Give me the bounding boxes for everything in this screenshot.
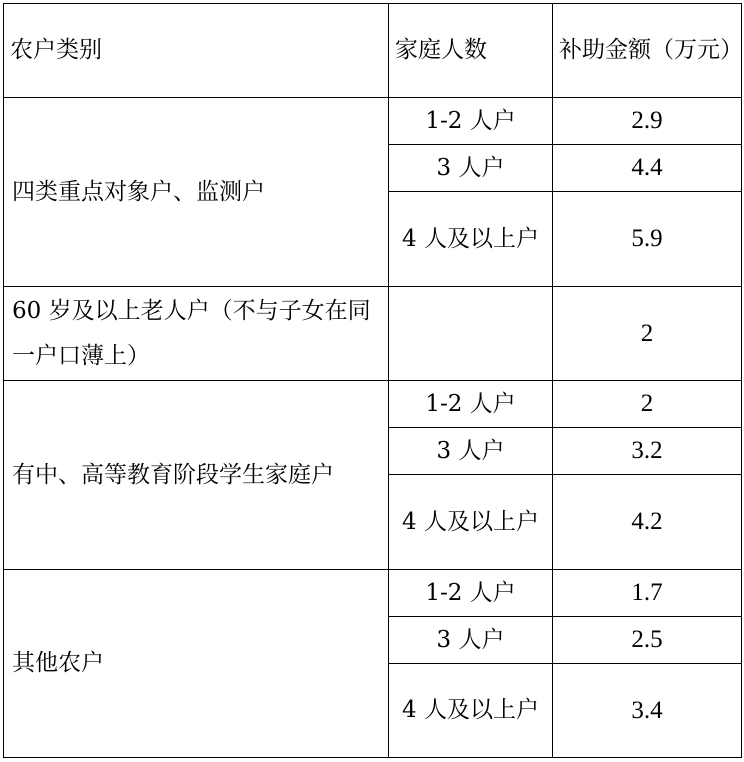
amount-cell: 2 bbox=[553, 287, 742, 381]
amount-cell: 1.7 bbox=[553, 570, 742, 617]
table-row bbox=[4, 98, 742, 145]
amount-cell: 2.5 bbox=[553, 617, 742, 664]
household-size-cell: 3 人户 bbox=[389, 428, 553, 475]
household-size-cell: 1-2 人户 bbox=[389, 570, 553, 617]
amount-cell: 3.4 bbox=[553, 664, 742, 758]
category-cell: 四类重点对象户、监测户 bbox=[4, 98, 389, 287]
category-cell: 有中、高等教育阶段学生家庭户 bbox=[4, 381, 389, 570]
header-row bbox=[4, 4, 742, 98]
table-row bbox=[4, 381, 742, 428]
amount-cell: 5.9 bbox=[553, 192, 742, 287]
household-size-cell: 1-2 人户 bbox=[389, 381, 553, 428]
amount-cell: 4.2 bbox=[553, 475, 742, 570]
header-category: 农户类别 bbox=[4, 4, 389, 98]
household-size-cell: 4 人及以上户 bbox=[389, 475, 553, 570]
household-size-cell: 3 人户 bbox=[389, 617, 553, 664]
header-amount: 补助金额（万元） bbox=[553, 4, 742, 98]
amount-cell: 3.2 bbox=[553, 428, 742, 475]
table-row bbox=[4, 570, 742, 617]
household-size-cell: 4 人及以上户 bbox=[389, 664, 553, 758]
amount-cell: 2 bbox=[553, 381, 742, 428]
household-size-cell bbox=[389, 287, 553, 381]
category-cell: 60 岁及以上老人户（不与子女在同一户口薄上） bbox=[4, 287, 389, 381]
household-size-cell: 3 人户 bbox=[389, 145, 553, 192]
table-row bbox=[4, 287, 742, 381]
amount-cell: 4.4 bbox=[553, 145, 742, 192]
header-household-size: 家庭人数 bbox=[389, 4, 553, 98]
household-size-cell: 4 人及以上户 bbox=[389, 192, 553, 287]
household-size-cell: 1-2 人户 bbox=[389, 98, 553, 145]
subsidy-table bbox=[3, 3, 742, 758]
category-cell: 其他农户 bbox=[4, 570, 389, 758]
amount-cell: 2.9 bbox=[553, 98, 742, 145]
